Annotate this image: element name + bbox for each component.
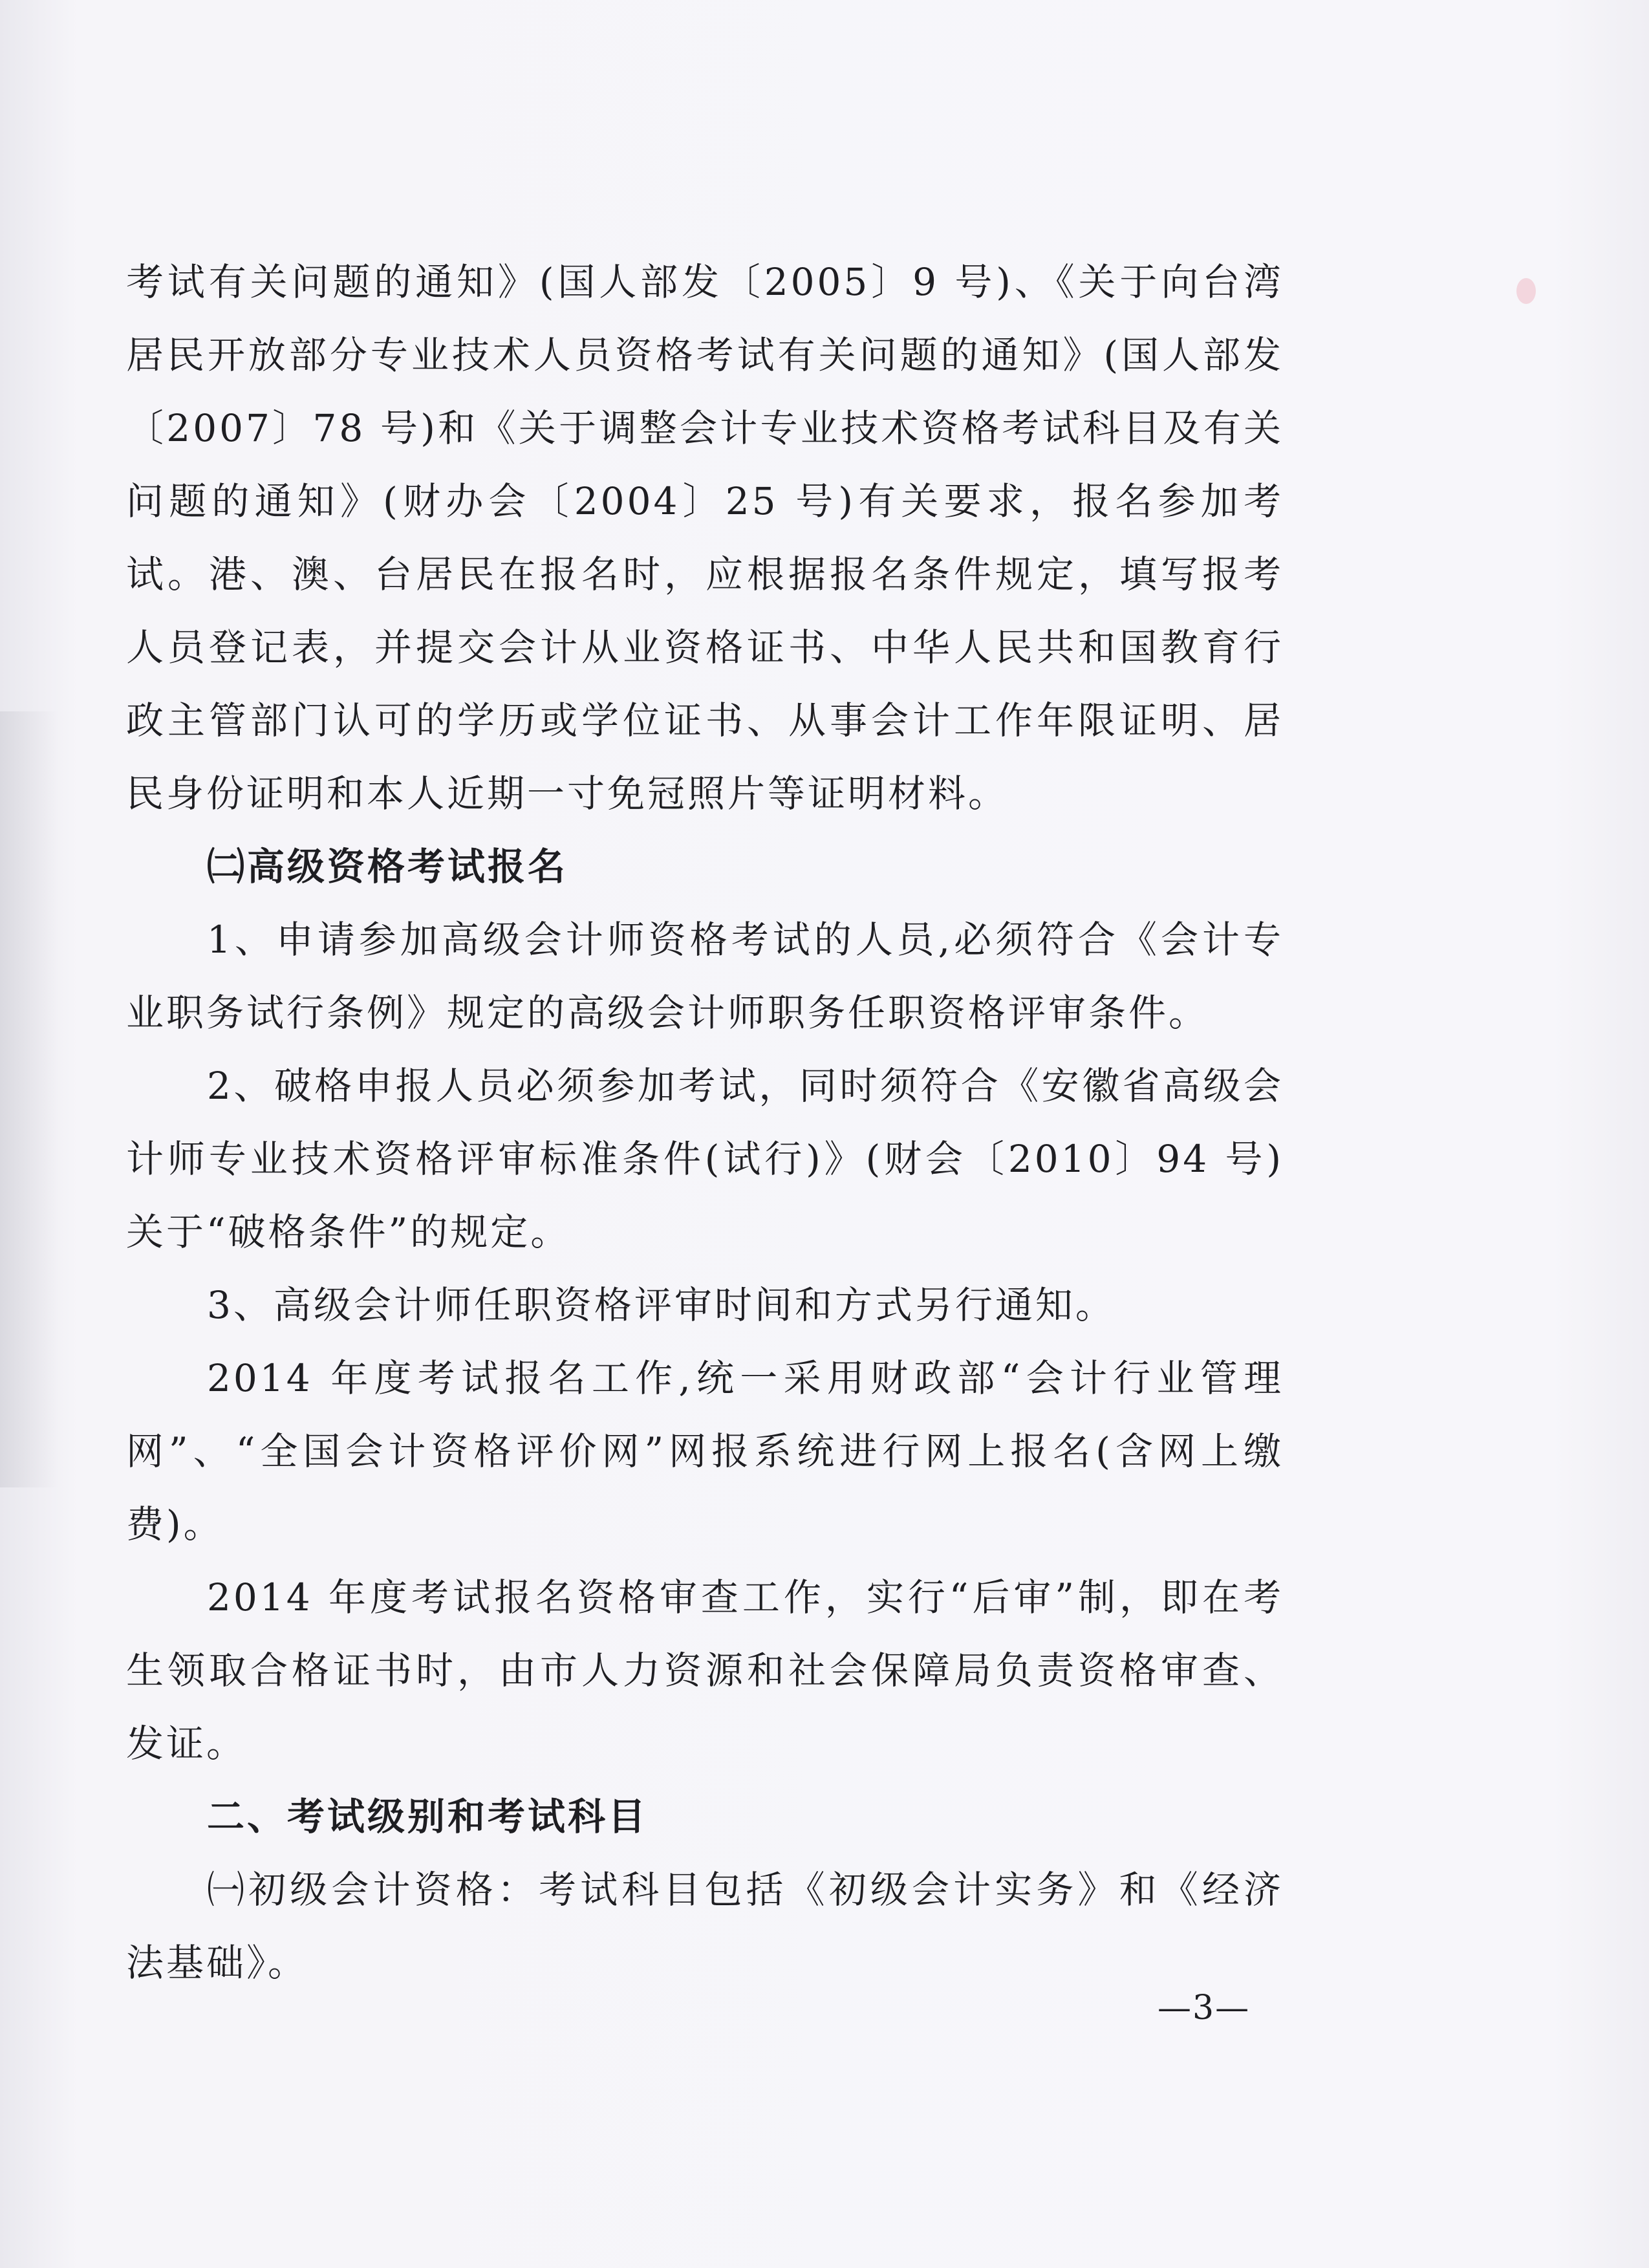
paragraph-senior-item-3: 3、高级会计师任职资格评审时间和方式另行通知。 xyxy=(207,1283,1116,1327)
red-stamp-mark xyxy=(1516,278,1536,304)
heading-exam-levels: 二、考试级别和考试科目 xyxy=(207,1795,649,1839)
paragraph-senior-item-2: 2、破格申报人员必须参加考试，同时须符合《安徽省高级会计师专业技术资格评审标准条件(试行)》(财会〔2010〕94 号)关于“破格条件”的规定。 xyxy=(126,1064,1284,1254)
paragraph-senior-item-1: 1、申请参加高级会计师资格考试的人员,必须符合《会计专业职务试行条例》规定的高级会计师职务任职资格评审条件。 xyxy=(126,918,1284,1035)
paragraph-online-registration: 2014 年度考试报名工作,统一采用财政部“会计行业管理网”、“全国会计资格评价网”网报系统进行网上报名(含网上缴费)。 xyxy=(126,1356,1284,1546)
paragraph-post-review: 2014 年度考试报名资格审查工作，实行“后审”制，即在考生领取合格证书时，由市人力资源和社会保障局负责资格审查、发证。 xyxy=(126,1575,1284,1766)
scan-shadow xyxy=(0,711,58,1487)
page-number: —3— xyxy=(1158,1989,1251,2027)
heading-senior-registration: ㈡高级资格考试报名 xyxy=(207,845,568,889)
paragraph-junior-subjects: ㈠初级会计资格：考试科目包括《初级会计实务》和《经济法基础》。 xyxy=(126,1868,1284,1985)
document-body xyxy=(126,246,1284,2000)
paragraph-hk-macau-taiwan: 考试有关问题的通知》(国人部发〔2005〕9 号)、《关于向台湾居民开放部分专业技术人员资格考试有关问题的通知》(国人部发〔2007〕78 号)和《关于调整会计专业技术资格考试科目及有关问题的通知》(财办会〔2004〕25 号)有关要求，报名参加考试。港、澳、台居民在报名时，应根据报名条件规定，填写报考人员登记表，并提交会计从业资格证书、中华人民共和国教育行政主管部门认可的学历或学位证书、从事会计工作年限证明、居民身份证明和本人近期一寸免冠照片等证明材料。 xyxy=(126,260,1284,815)
